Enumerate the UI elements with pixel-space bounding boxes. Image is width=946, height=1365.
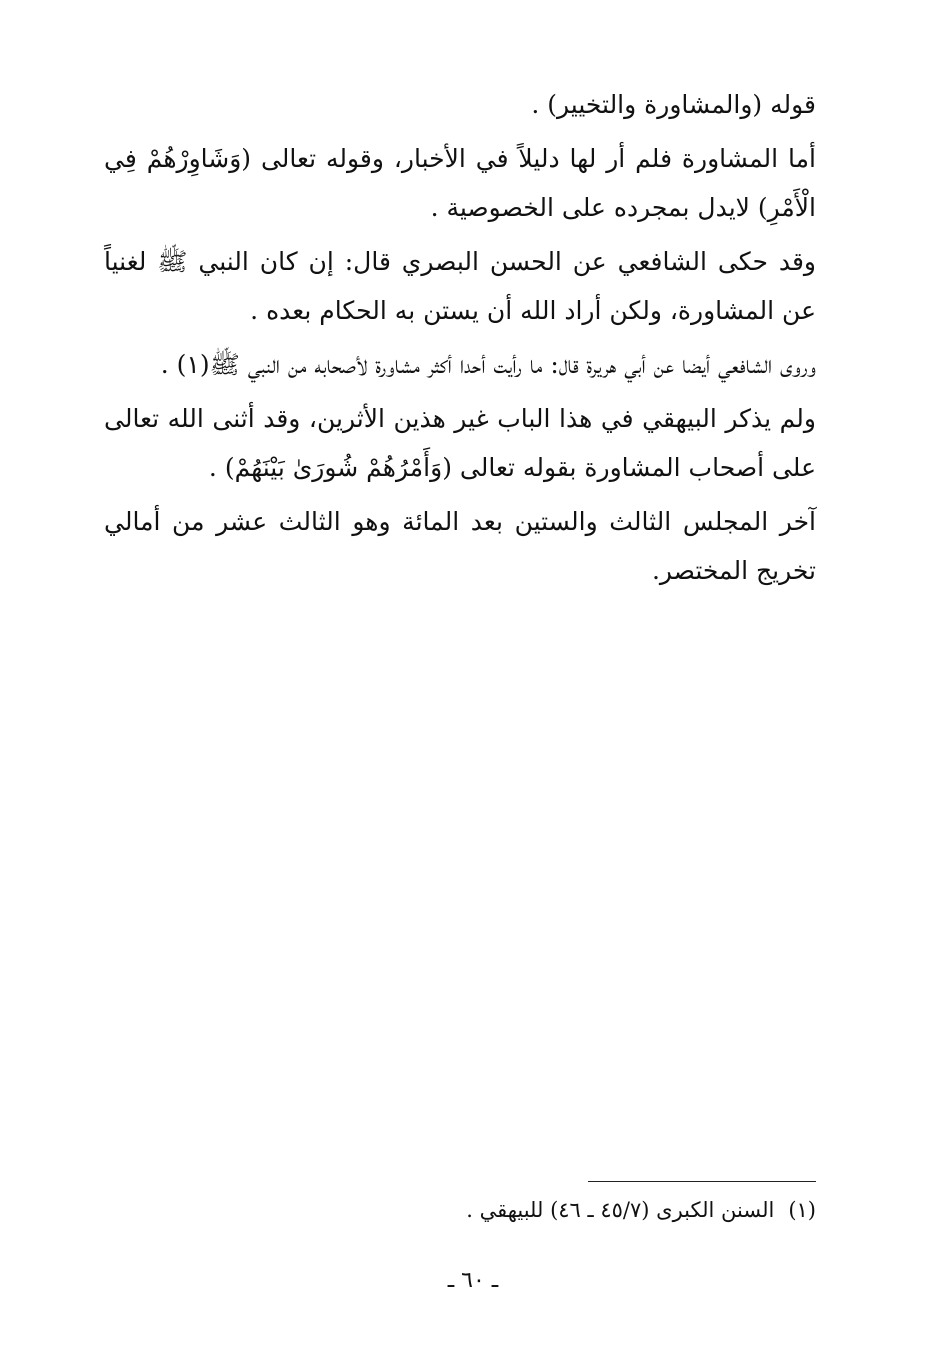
footnote [316,1192,816,1228]
main-text [104,80,816,600]
paragraph-1: قوله (والمشاورة والتخيير) . [531,90,816,119]
paragraph-5: ولم يذكر البيهقي في هذا الباب غير هذين الأثرين، وقد أثنى الله تعالى على أصحاب المشاورة بقوله تعالى (وَأَمْرُهُمْ شُورَىٰ بَيْنَهُمْ) . [104,404,816,482]
footnote-number: (١) [788,1198,816,1222]
paragraph-4: وروى الشافعي أيضا عن أبي هريرة قال: ما رأيت أحدا أكثر مشاورة لأصحابه من النبي ﷺ(١) . [160,350,816,379]
footnote-text: السنن الكبرى (٤٥/٧ ـ ٤٦) للبيهقي . [466,1198,775,1222]
paragraph-6: آخر المجلس الثالث والستين بعد المائة وهو الثالث عشر من أمالي تخريج المختصر. [104,507,816,585]
paragraph-2: أما المشاورة فلم أر لها دليلاً في الأخبار، وقوله تعالى (وَشَاوِرْهُمْ فِي الْأَمْرِ) لايدل بمجرده على الخصوصية . [104,144,816,222]
page-number: ـ ٦٠ ـ [447,1268,499,1293]
paragraph-3: وقد حكى الشافعي عن الحسن البصري قال: إن كان النبي ﷺ لغنياً عن المشاورة، ولكن أراد الله أن يستن به الحكام بعده . [104,247,816,325]
footnote-divider [588,1181,816,1182]
